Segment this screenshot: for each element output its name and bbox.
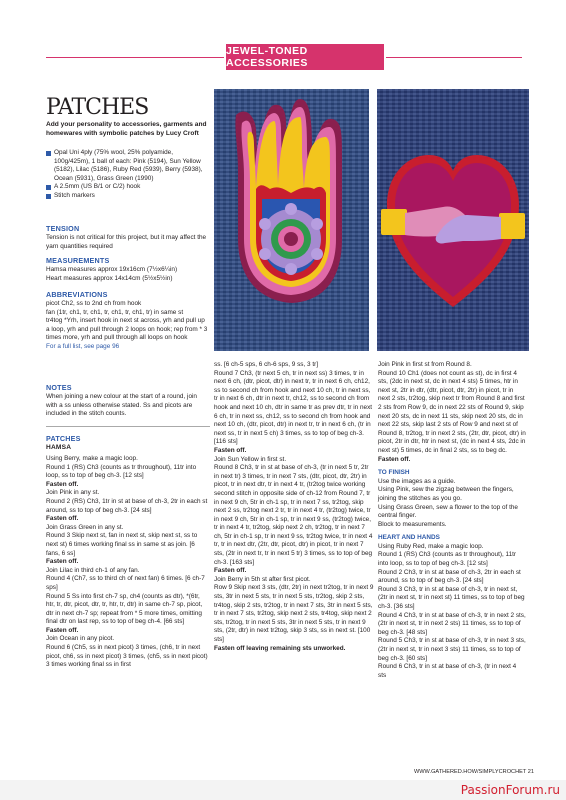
pattern-column-2 bbox=[214, 361, 374, 653]
pattern-line: Using Pink, sew the zigzag between the fingers, joining the stitches as you go. bbox=[378, 486, 514, 502]
notes-text: When joining a new colour at the start of a round, join with a ss unless otherwise stated. Ss and picots are included in the stitch counts. bbox=[46, 393, 197, 418]
pattern-line: Fasten off. bbox=[46, 626, 79, 634]
abbreviation-line: fan (1tr, ch1, tr, ch1, tr, ch1, tr, ch1, tr) in same st bbox=[46, 308, 184, 316]
measurement-line: Hamsa measures approx 19x16cm (7½x6¼in) bbox=[46, 266, 178, 273]
abbreviation-line: tr4tog *Yrh, insert hook in next st across, yrh and pull up a loop, yrh and pull through 2 loops on hook; rep from * 3 times more, yrh and pull through all loops on hook bbox=[46, 317, 208, 342]
pattern-line: TO FINISH bbox=[378, 469, 410, 477]
pattern-line: HEART AND HANDS bbox=[378, 534, 440, 542]
pattern-line: Row 9 Skip next 3 sts, (dtr, 2tr) in next tr2tog, tr in next 9 sts, 3tr in next 5 sts, tr in next 5 sts, tr2tog, skip 2 sts, tr4tog, skip 2 sts, tr2tog, tr in next 7 sts, 3tr in next 5 sts, tr in next 7 sts, tr2tog, skip next 2 sts, tr4tog, skip next 2 sts, tr2tog, tr in next 5 sts, 3tr in next 5 sts, tr in next 9 sts, (2tr, dtr) in next tr2tog, skip 3 sts, ss in next st. [100 sts] bbox=[214, 584, 374, 643]
measurement-line: Heart measures approx 14x14cm (5½x5½in) bbox=[46, 274, 173, 282]
materials-list bbox=[46, 149, 210, 201]
measurements-text bbox=[46, 266, 210, 283]
pattern-line: Round 2 (RS) Ch3, 1tr in st at base of ch-3, 2tr in each st around, ss to top of beg ch-3. [24 sts] bbox=[46, 497, 208, 514]
pattern-line: Fasten off. bbox=[378, 455, 411, 463]
pattern-line: Round 5 Ch3, tr in st at base of ch-3, tr in next 3 sts, (2tr in next st, tr in next 3 sts) 11 times, ss to top of beg ch-3. [60 sts] bbox=[378, 637, 526, 662]
abbreviations-text bbox=[46, 300, 210, 352]
pattern-line: Round 1 (RS) Ch3 (counts as tr throughout), 11tr into loop, ss to top of beg ch-3. [12 sts] bbox=[378, 551, 517, 568]
section-divider bbox=[46, 426, 210, 427]
pattern-line: Round 5 Ss into first ch-7 sp, ch4 (counts as dtr), *(6tr, htr, tr, dtr, picot, dtr, tr, htr, tr, dtr) in same ch-7 sp, picot, dtr in next ch-7 sp; repeat from * 5 more times, omitting final dtr on last rep, ss to top of beg ch-4. [66 sts] bbox=[46, 592, 203, 626]
pattern-line: Round 4 Ch3, tr in st at base of ch-3, tr in next 2 sts, (2tr in next st, tr in next 2 sts) 11 times, ss to top of beg ch-3. [48 sts] bbox=[378, 611, 526, 636]
hamsa-patch-illustration bbox=[214, 89, 369, 351]
pattern-line: Using Ruby Red, make a magic loop. bbox=[378, 542, 484, 550]
pattern-line: Join Ocean in any picot. bbox=[46, 635, 115, 643]
watermark-text: PassionForum.ru bbox=[460, 783, 560, 797]
hamsa-patch-photo bbox=[214, 89, 369, 351]
notes-heading: NOTES bbox=[46, 383, 72, 392]
watermark-bar bbox=[0, 780, 566, 800]
pattern-line: Join Pink in first st from Round 8. bbox=[378, 361, 472, 368]
material-item: Opal Uni 4ply (75% wool, 25% polyamide, 100g/425m), 1 ball of each: Pink (5194), Sun Yellow (5182), Lilac (5186), Ruby Red (5939), Berry (5938), Ocean (5931), Grass Green (1990) bbox=[46, 149, 210, 183]
footer-url: WWW.GATHERED.HOW/SIMPLYCROCHET 21 bbox=[414, 769, 534, 775]
tension-heading: TENSION bbox=[46, 224, 80, 233]
heart-patch-illustration bbox=[377, 89, 529, 351]
pattern-line: Use the images as a guide. bbox=[378, 477, 456, 485]
banner-line-left bbox=[46, 57, 224, 58]
material-item: A 2.5mm (US B/1 or C/2) hook bbox=[46, 183, 210, 192]
pattern-line: Round 4 (Ch7, ss to third ch of next fan) 6 times. [6 ch-7 sps] bbox=[46, 575, 205, 591]
abbreviation-line: For a full list, see page 96 bbox=[46, 342, 120, 350]
pattern-line: Block to measurements. bbox=[378, 520, 447, 528]
pattern-line: Round 1 (RS) Ch3 (counts as tr throughout), 11tr into loop, ss to top of beg ch-3. [12 sts] bbox=[46, 463, 197, 480]
section-banner: JEWEL-TONED ACCESSORIES bbox=[226, 44, 384, 70]
pattern-line: Join Pink in any st. bbox=[46, 489, 100, 497]
pattern-line: Join Grass Green in any st. bbox=[46, 523, 124, 531]
pattern-line: Join Sun Yellow in first st. bbox=[214, 455, 287, 463]
article-intro: Add your personality to accessories, garments and homewares with symbolic patches by Lucy Croft bbox=[46, 121, 207, 137]
pattern-line: Fasten off. bbox=[46, 558, 79, 566]
hamsa-heading: HAMSA bbox=[46, 444, 72, 451]
pattern-line: Round 8 Ch3, tr in st at base of ch-3, (tr in next 5 tr, 2tr in next tr) 3 times, tr in next 7 sts, (dtr, picot, dtr, 2tr) in picot, tr in next dtr, tr in next 4 tr, (tr2tog twice working second stitch in opposite side of ch-12 from Round 7, tr in next 9 ch, 5tr in ch-1 sp, tr in next 7 ss, tr2tog, skip next 2 ss, tr2tog next 2 tr, tr in next 4 tr, (tr2tog) twice, tr in next 9 ch, 5tr in ch-1 sp, tr in next 9 ss, (tr2tog) twice, tr in next 4 tr, tr2tog, skip next 2 ch, tr2tog, tr in next 7 ch, 5tr in ch-1 sp, tr in next 9 ss, tr2tog twice, tr in next 4 tr, tr in next dtr, (2tr, dtr, picot, dtr) in picot, tr in next 7 sts, (2tr in next tr, tr in next 5 tr) 3 times, ss to top of beg ch-3. [163 sts] bbox=[214, 464, 373, 566]
banner-line-right bbox=[386, 57, 522, 58]
heart-patch-photo bbox=[377, 89, 529, 351]
pattern-line: Fasten off. bbox=[46, 515, 79, 523]
abbreviations-heading: ABBREVIATIONS bbox=[46, 290, 108, 299]
pattern-line: Round 10 Ch1 (does not count as st), dc in first 4 sts, (2dc in next st, dc in next 4 sts) 5 times, htr in next st, 2tr in dtr, (dtr, picot, dtr, 2tr) in picot, tr in next 2 sts, tr2tog, skip next tr from Round 8 and first 2 sts from Row 9, dc in next 22 sts of Round 9, skip next 20 sts, dc in next 11 sts, skip next 20 sts, dc in next 22 sts, skip last 2 sts of Row 9 and next st of Round 8, tr2tog, tr in next 2 sts, (2tr, dtr, picot, dtr) in picot, 2tr in dtr, htr in next st, (dc in next 4 sts, 2dc in next st) 5 times, dc in final 2 sts, ss to beg dc. bbox=[378, 369, 526, 454]
pattern-line: Join Lilac in third ch-1 of any fan. bbox=[46, 566, 140, 574]
material-item: Stitch markers bbox=[46, 192, 210, 201]
pattern-line: Using Berry, make a magic loop. bbox=[46, 455, 138, 462]
pattern-line: ss. [6 ch-5 sps, 6 ch-6 sps, 9 ss, 3 tr] bbox=[214, 361, 319, 368]
pattern-line: Fasten off leaving remaining sts unworked. bbox=[214, 644, 346, 652]
pattern-line: Fasten off. bbox=[214, 446, 247, 454]
pattern-column-1 bbox=[46, 455, 210, 670]
pattern-line: Round 3 Skip next st, fan in next st, skip next st, ss to next st) 6 times working final ss in same st as join. [6 fans, 6 ss] bbox=[46, 532, 198, 557]
pattern-line: Round 3 Ch3, tr in st at base of ch-3, tr in next st, (2tr in next st, tr in next st) 11 times, ss to top of beg ch-3. [36 sts] bbox=[378, 585, 525, 611]
pattern-line: Join Berry in 5th st after first picot. bbox=[214, 575, 311, 583]
pattern-line: Round 6 (Ch5, ss in next picot) 3 times, (ch6, tr in next picot, ch6, ss in next picot) 3 times, (ch5, ss in next picot) 3 times working final ss in first bbox=[46, 644, 208, 669]
pattern-line: Using Grass Green, sew a flower to the top of the central finger. bbox=[378, 503, 518, 520]
tension-text: Tension is not critical for this project, but it may affect the yarn quantities required bbox=[46, 234, 207, 250]
pattern-line: Fasten off. bbox=[46, 480, 79, 488]
measurements-heading: MEASUREMENTS bbox=[46, 256, 110, 265]
pattern-column-3 bbox=[378, 361, 526, 680]
patches-heading: PATCHES bbox=[46, 434, 81, 443]
article-title: PATCHES bbox=[46, 95, 149, 120]
abbreviation-line: picot Ch2, ss to 2nd ch from hook bbox=[46, 300, 142, 307]
pattern-line: Round 6 Ch3, tr in st at base of ch-3, (tr in next 4 sts bbox=[378, 663, 517, 679]
pattern-line: Fasten off. bbox=[214, 567, 247, 575]
pattern-line: Round 7 Ch3, (tr next 5 ch, tr in next ss) 3 times, tr in next 6 ch, (dtr, picot, dtr) in next tr, tr in next 6 ch, ch12, ss to second ch from hook and next 10 ch, tr in next ss, tr in next 6 ch, dtr in next tr, ch12, ss to second ch from hook and next 10 ch, dtr in same tr as prev dtr, tr in next 6 ch, tr in next ss, ch12, ss to second ch from hook and next 10 ch, (dtr, picot, dtr) in next tr, tr in next 6 ch, (tr in next ss, tr in next 5 ch) 3 times, ss to top of beg ch-3. [116 sts] bbox=[214, 369, 373, 446]
pattern-line: Round 2 Ch3, tr in st at base of ch-3, 2tr in each st around, ss to top of beg ch-3. [24 sts] bbox=[378, 568, 521, 585]
